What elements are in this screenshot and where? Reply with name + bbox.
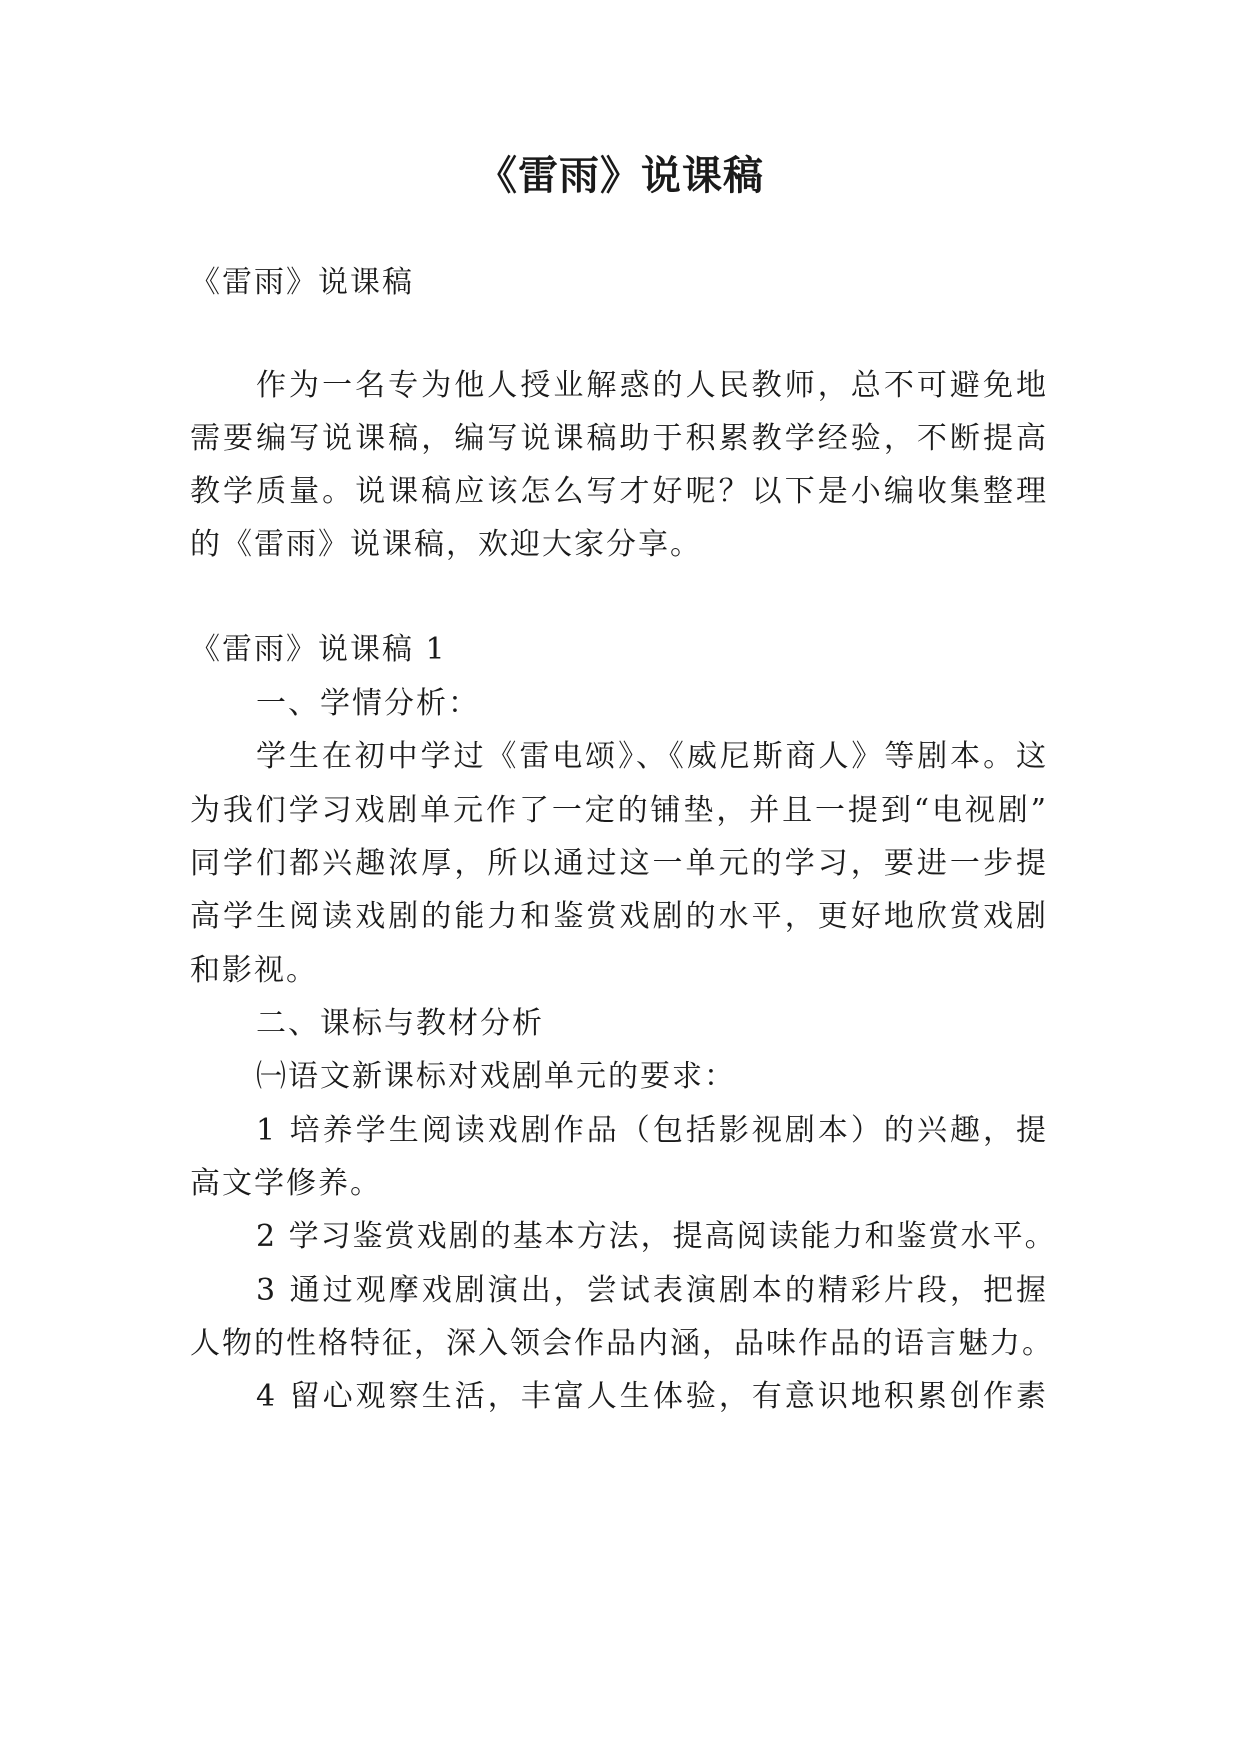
body-line: 人物的性格特征，深入领会作品内涵，品味作品的语言魅力。 (190, 1326, 1054, 1361)
body-line: 高学生阅读戏剧的能力和鉴赏戏剧的水平，更好地欣赏戏剧 (190, 899, 1048, 934)
body-line: 一、学情分析： (256, 686, 480, 721)
document-title: 《雷雨》说课稿 (477, 153, 764, 199)
body-line: 二、课标与教材分析 (256, 1006, 544, 1041)
intro-line: 需要编写说课稿，编写说课稿助于积累教学经验，不断提高 (190, 421, 1048, 456)
intro-line: 作为一名专为他人授业解惑的人民教师，总不可避免地 (256, 368, 1048, 403)
intro-line: 教学质量。说课稿应该怎么写才好呢？以下是小编收集整理 (190, 474, 1048, 509)
body-line: 1 培养学生阅读戏剧作品（包括影视剧本）的兴趣，提 (256, 1113, 1048, 1148)
body-line: ㈠语文新课标对戏剧单元的要求： (256, 1059, 736, 1094)
body-line: 2 学习鉴赏戏剧的基本方法，提高阅读能力和鉴赏水平。 (256, 1219, 1057, 1254)
body-line: 为我们学习戏剧单元作了一定的铺垫，并且一提到“电视剧” (190, 793, 1048, 828)
section-heading: 《雷雨》说课稿 1 (190, 632, 447, 667)
body-line: 3 通过观摩戏剧演出，尝试表演剧本的精彩片段，把握 (256, 1273, 1048, 1308)
intro-line: 的《雷雨》说课稿，欢迎大家分享。 (190, 527, 702, 562)
document-subtitle: 《雷雨》说课稿 (190, 265, 414, 300)
body-line: 4 留心观察生活，丰富人生体验，有意识地积累创作素 (256, 1379, 1048, 1414)
body-line: 和影视。 (190, 953, 318, 988)
body-line: 高文学修养。 (190, 1166, 382, 1201)
body-line: 学生在初中学过《雷电颂》、《威尼斯商人》等剧本。这 (256, 739, 1048, 774)
body-line: 同学们都兴趣浓厚，所以通过这一单元的学习，要进一步提 (190, 846, 1048, 881)
